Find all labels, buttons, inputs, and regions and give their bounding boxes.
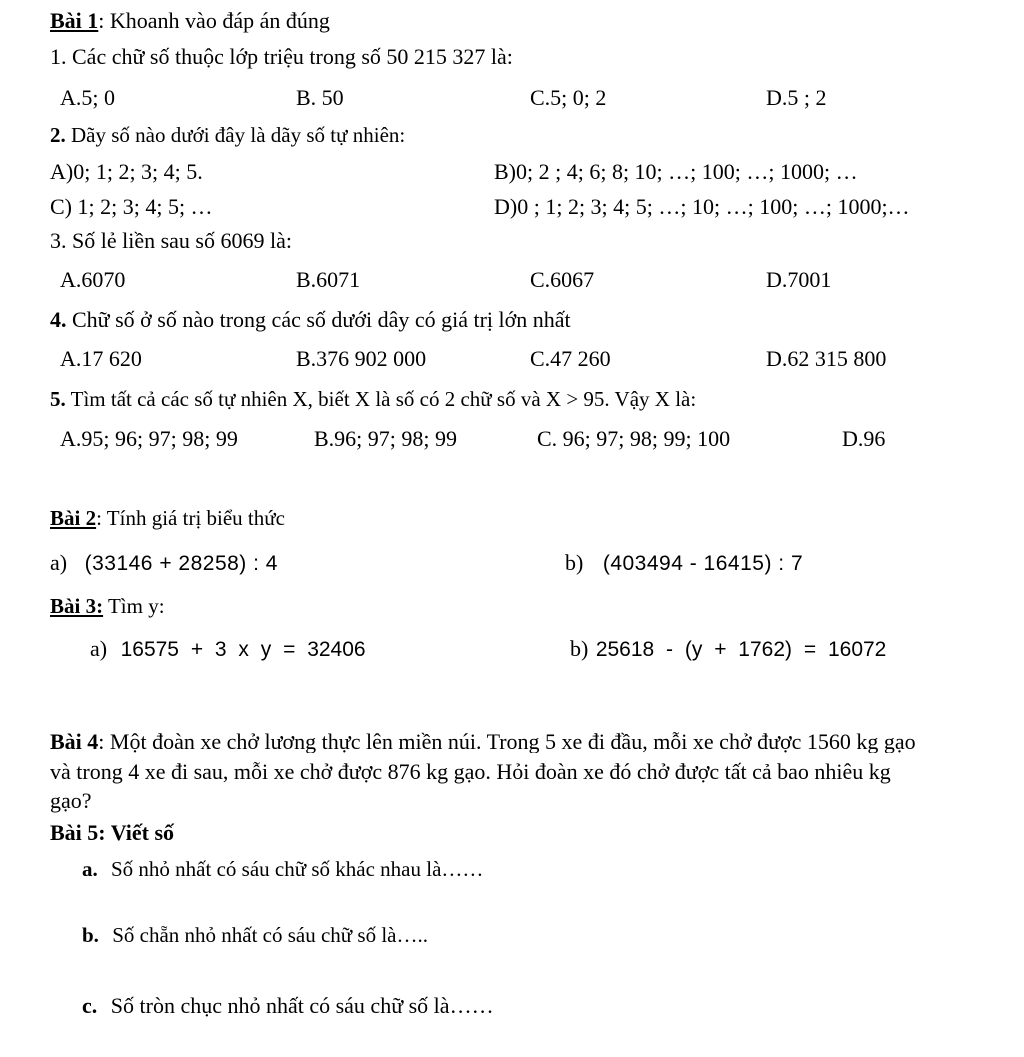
- exercise-1-instruction: : Khoanh vào đáp án đúng: [98, 8, 330, 33]
- q3-option-d[interactable]: D.7001: [766, 267, 832, 292]
- exercise-2b-expression: (403494 - 16415) : 7: [602, 552, 804, 575]
- exercise-2b-label: b): [565, 550, 584, 575]
- exercise-5a-text: Số nhỏ nhất có sáu chữ số khác nhau là……: [111, 857, 484, 881]
- q5-option-c[interactable]: C. 96; 97; 98; 99; 100: [537, 426, 731, 451]
- exercise-3a-label: a): [90, 636, 108, 661]
- question-5-body: Tìm tất cả các số tự nhiên X, biết X là số có 2 chữ số và X > 95. Vậy X là:: [65, 387, 697, 411]
- q2-option-d[interactable]: D)0 ; 1; 2; 3; 4; 5; …; 10; …; 100; …; 1000;…: [494, 194, 910, 219]
- question-2-text: [50, 125, 405, 146]
- exercise-3-label: Bài 3:: [50, 594, 104, 618]
- exercise-2-heading: [50, 508, 285, 529]
- question-1-text: 1. Các chữ số thuộc lớp triệu trong số 50 215 327 là:: [50, 44, 513, 69]
- q1-option-b[interactable]: B. 50: [296, 85, 344, 110]
- exercise-2a-expression: (33146 + 28258) : 4: [84, 552, 278, 575]
- exercise-5c-text: Số tròn chục nhỏ nhất có sáu chữ số là……: [110, 993, 494, 1018]
- exercise-5c-label: c.: [82, 993, 98, 1018]
- q4-option-d[interactable]: D.62 315 800: [766, 346, 887, 371]
- exercise-4-text-3: gạo?: [50, 788, 92, 813]
- q2-option-c[interactable]: C) 1; 2; 3; 4; 5; …: [50, 194, 213, 219]
- question-5-text: [50, 389, 696, 410]
- exercise-5a-label: a.: [82, 857, 98, 881]
- exercise-3a: [90, 638, 366, 660]
- exercise-2-label: Bài 2: [50, 506, 97, 530]
- q4-option-a[interactable]: A.17 620: [60, 346, 142, 371]
- q1-option-a[interactable]: A.5; 0: [60, 85, 115, 110]
- question-4-text: [50, 309, 571, 331]
- question-2-number: 2.: [50, 123, 66, 147]
- exercise-2-instruction: : Tính giá trị biểu thức: [96, 506, 285, 530]
- exercise-2a-label: a): [50, 550, 68, 575]
- exercise-4-text-1: : Một đoàn xe chở lương thực lên miền núi. Trong 5 xe đi đầu, mỗi xe chở được 1560 kg gạo: [98, 731, 916, 753]
- exercise-3a-equation: 16575 + 3 x y = 32406: [120, 638, 366, 661]
- exercise-5c: [82, 995, 494, 1017]
- q5-option-b[interactable]: B.96; 97; 98; 99: [314, 426, 458, 451]
- question-4-body: Chữ số ở số nào trong các số dưới dây có giá trị lớn nhất: [66, 307, 571, 332]
- exercise-3-instruction: Tìm y:: [103, 594, 165, 618]
- exercise-4-line-1: [0, 731, 1024, 753]
- q3-option-c[interactable]: C.6067: [530, 267, 595, 292]
- q5-option-a[interactable]: A.95; 96; 97; 98; 99: [60, 426, 238, 451]
- question-3-text: 3. Số lẻ liền sau số 6069 là:: [50, 228, 292, 253]
- exercise-5-heading: Bài 5: Viết số: [50, 820, 175, 845]
- exercise-3b: [570, 638, 886, 660]
- q4-option-c[interactable]: C.47 260: [530, 346, 611, 371]
- exercise-5b-label: b.: [82, 923, 99, 947]
- q1-option-d[interactable]: D.5 ; 2: [766, 85, 827, 110]
- exercise-2a: [50, 552, 278, 574]
- exercise-3b-equation: 25618 - (y + 1762) = 16072: [595, 638, 887, 661]
- exercise-1-label: Bài 1: [50, 8, 99, 33]
- question-5-number: 5.: [50, 387, 66, 411]
- question-2-body: Dãy số nào dưới đây là dãy số tự nhiên:: [65, 123, 406, 147]
- exercise-3-heading: [50, 596, 165, 617]
- q2-option-b[interactable]: B)0; 2 ; 4; 6; 8; 10; …; 100; …; 1000; …: [494, 159, 858, 184]
- exercise-5b-text: Số chẵn nhỏ nhất có sáu chữ số là…..: [112, 923, 429, 947]
- q1-option-c[interactable]: C.5; 0; 2: [530, 85, 607, 110]
- exercise-5a: [82, 859, 483, 880]
- q2-option-a[interactable]: A)0; 1; 2; 3; 4; 5.: [50, 159, 203, 184]
- exercise-3b-label: b): [570, 636, 589, 661]
- exercise-5b: [82, 925, 428, 946]
- question-4-number: 4.: [50, 307, 67, 332]
- exercise-1-heading: [50, 10, 330, 32]
- exercise-4-label: Bài 4: [50, 731, 99, 753]
- q4-option-b[interactable]: B.376 902 000: [296, 346, 427, 371]
- q3-option-a[interactable]: A.6070: [60, 267, 126, 292]
- exercise-4-text-2: và trong 4 xe đi sau, mỗi xe chở được 876 kg gạo. Hỏi đoàn xe đó chở được tất cả bao nhiêu kg: [50, 759, 891, 784]
- q5-option-d[interactable]: D.96: [842, 426, 886, 451]
- q3-option-b[interactable]: B.6071: [296, 267, 361, 292]
- exercise-2b: [565, 552, 803, 574]
